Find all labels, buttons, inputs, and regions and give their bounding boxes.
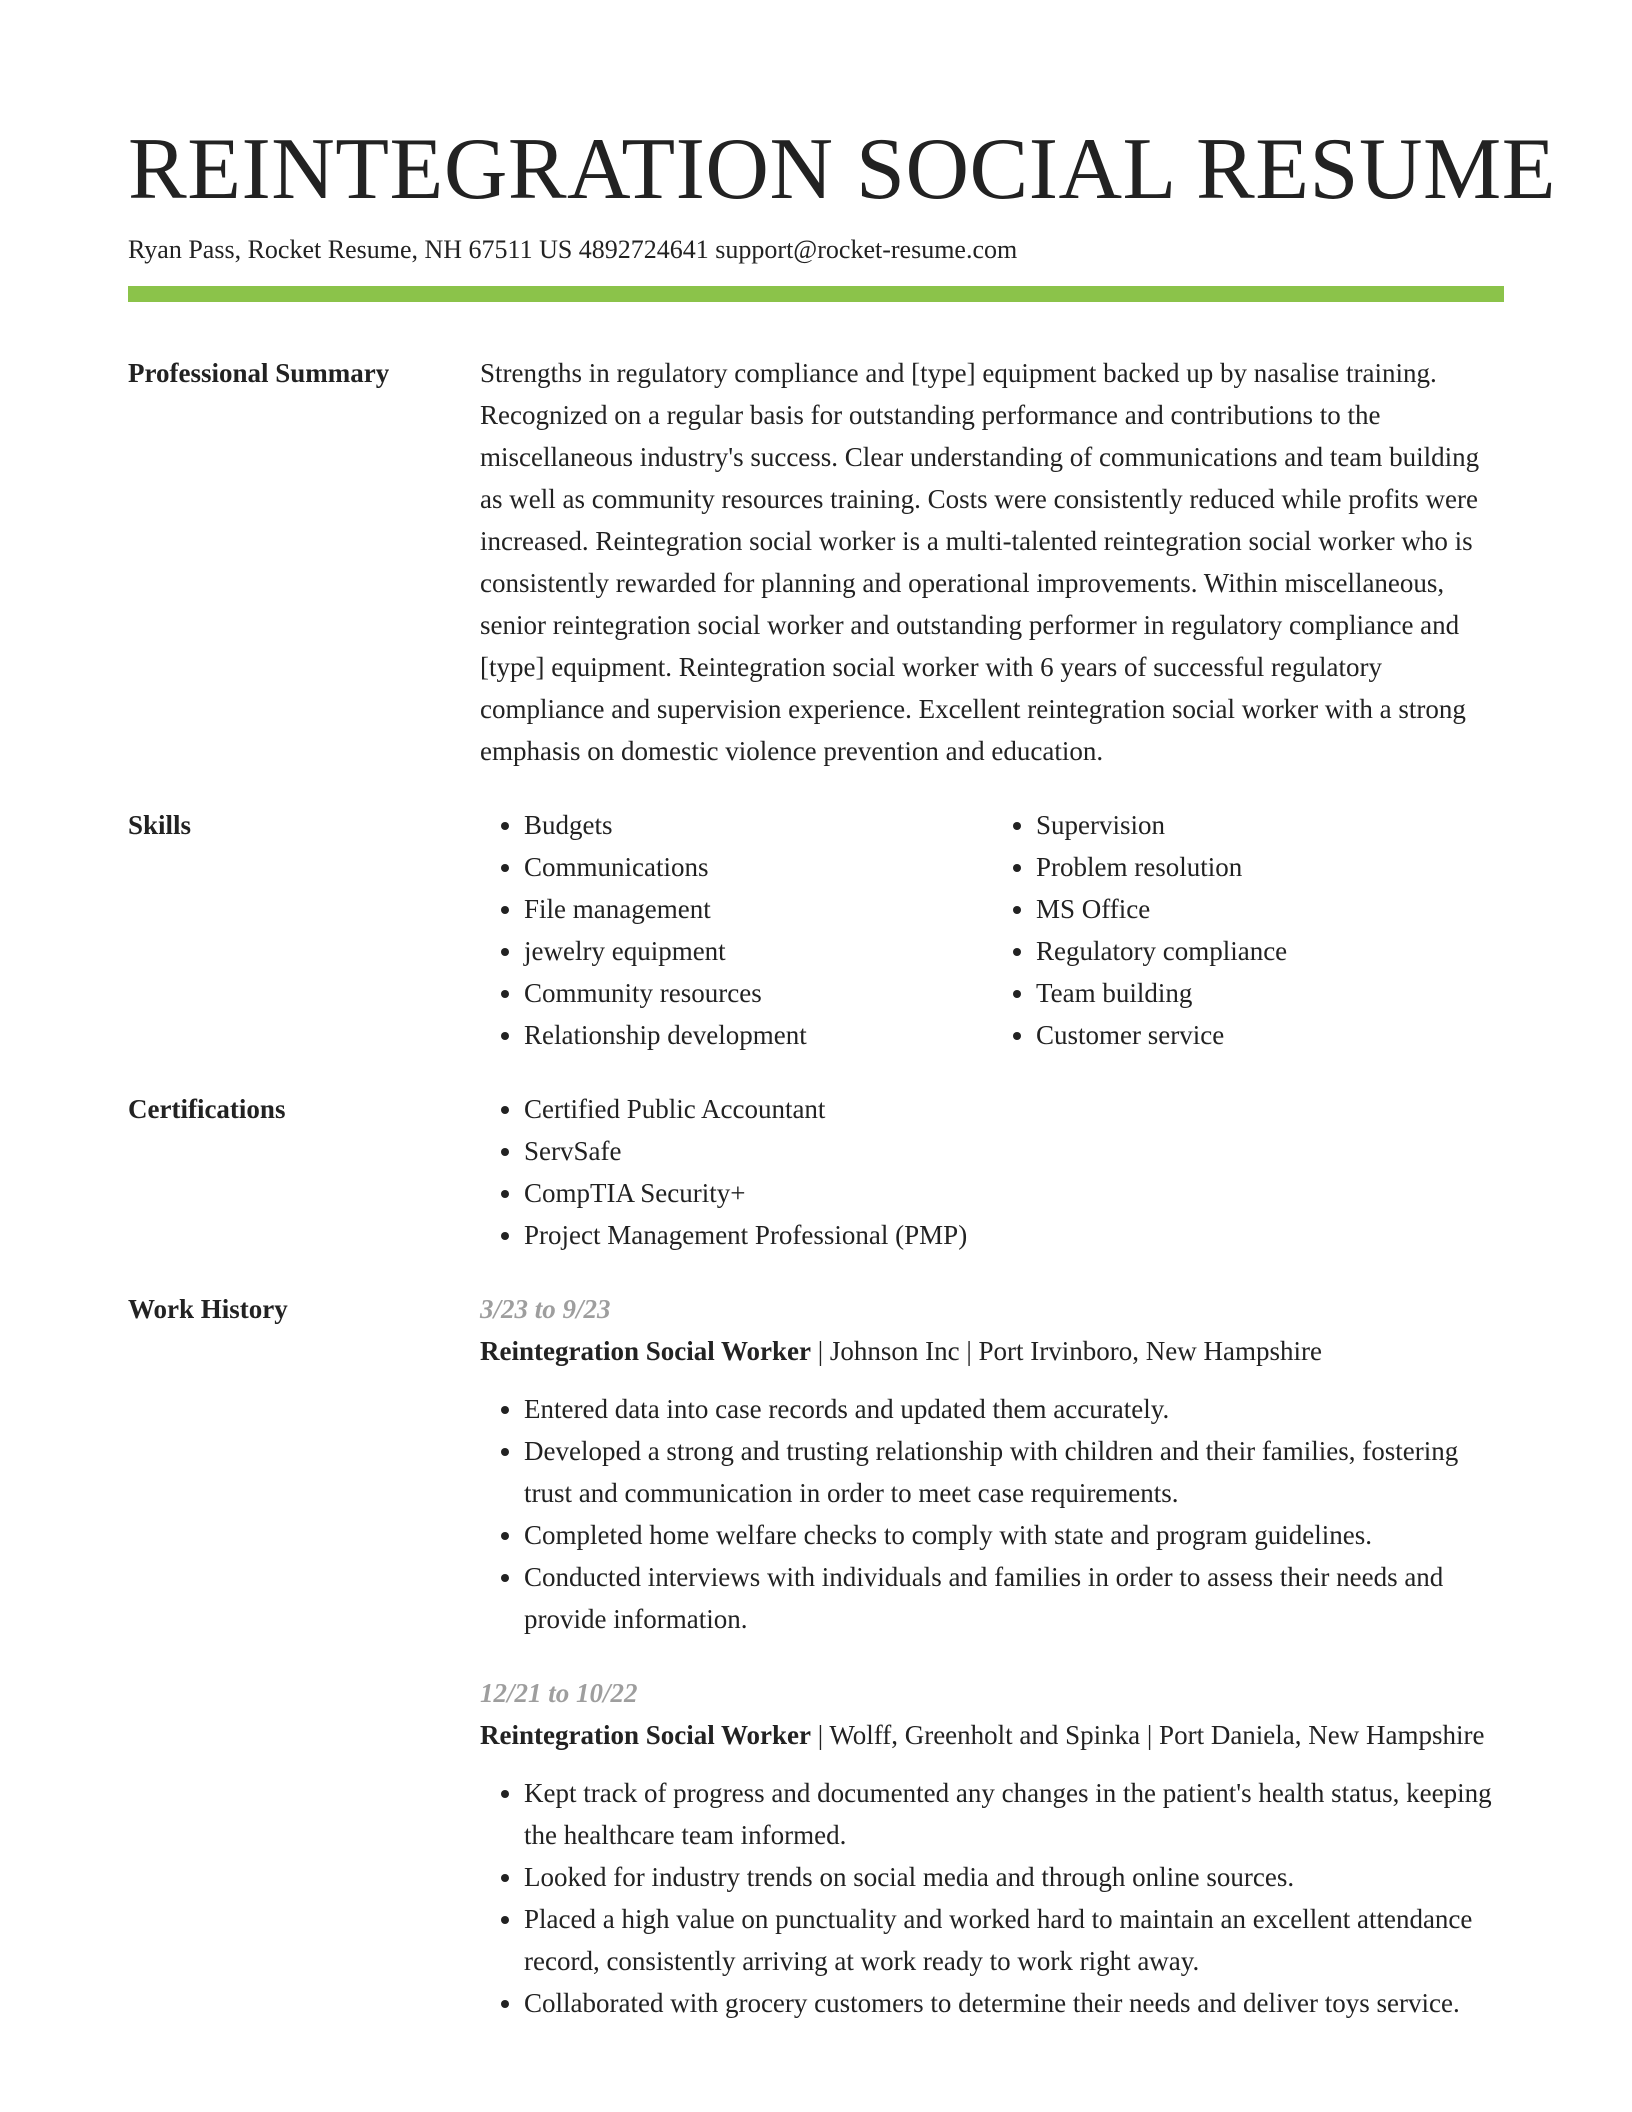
- list-item: • Developed a strong and trusting relationship with children and their families, fostering trust and communication in order to meet case requirements.: [524, 1430, 1504, 1514]
- summary-section: [128, 352, 1504, 772]
- list-item: • Certified Public Accountant: [524, 1088, 1504, 1130]
- certifications-list: [480, 1088, 1504, 1256]
- list-item: • Community resources: [524, 972, 992, 1014]
- list-item: • File management: [524, 888, 992, 930]
- list-item: • Placed a high value on punctuality and worked hard to maintain an excellent attendance record, consistently arriving at work ready to work right away.: [524, 1898, 1504, 1982]
- job-title: Reintegration Social Worker: [480, 1720, 811, 1750]
- list-item: • Supervision: [1036, 804, 1504, 846]
- list-item: • Team building: [1036, 972, 1504, 1014]
- list-item: • Communications: [524, 846, 992, 888]
- list-item: • Collaborated with grocery customers to determine their needs and deliver toys service.: [524, 1982, 1504, 2024]
- skills-section: [128, 804, 1504, 1056]
- section-heading-work-history: Work History: [128, 1294, 288, 1324]
- list-item: • Budgets: [524, 804, 992, 846]
- job-details: | Johnson Inc | Port Irvinboro, New Hampshire: [810, 1336, 1322, 1366]
- summary-text: Strengths in regulatory compliance and [type] equipment backed up by nasalise training. Recognized on a regular basis for outstanding performance and contributions to the miscellaneous industry's success. Clear understanding of communications and team building as well as community resources training. Costs were consistently reduced while profits were increased. Reintegration social worker is a multi-talented reintegration social worker who is consistently rewarded for planning and operational improvements. Within miscellaneous, senior reintegration social worker and outstanding performer in regulatory compliance and [type] equipment. Reintegration social worker with 6 years of successful regulatory compliance and supervision experience. Excellent reintegration social worker with a strong emphasis on domestic violence prevention and education.: [480, 358, 1480, 766]
- list-item: • Regulatory compliance: [1036, 930, 1504, 972]
- list-item: • Customer service: [1036, 1014, 1504, 1056]
- skills-list-right: [992, 804, 1504, 1056]
- job-dates: 3/23 to 9/23: [480, 1294, 611, 1324]
- list-item: • jewelry equipment: [524, 930, 992, 972]
- job-title: Reintegration Social Worker: [480, 1336, 811, 1366]
- job-dates: 12/21 to 10/22: [480, 1678, 638, 1708]
- contact-line: Ryan Pass, Rocket Resume, NH 67511 US 4892724641 support@rocket-resume.com: [128, 235, 1018, 264]
- list-item: • Conducted interviews with individuals and families in order to assess their needs and provide information.: [524, 1556, 1504, 1640]
- list-item: • Problem resolution: [1036, 846, 1504, 888]
- list-item: • Project Management Professional (PMP): [524, 1214, 1504, 1256]
- list-item: • Kept track of progress and documented any changes in the patient's health status, keeping the healthcare team informed.: [524, 1772, 1504, 1856]
- list-item: • Completed home welfare checks to comply with state and program guidelines.: [524, 1514, 1504, 1556]
- section-heading-certifications: Certifications: [128, 1094, 286, 1124]
- job-bullets: [480, 1772, 1504, 2024]
- list-item: • Relationship development: [524, 1014, 992, 1056]
- list-item: • MS Office: [1036, 888, 1504, 930]
- job-heading: [480, 1330, 1504, 1372]
- job-entry: [480, 1672, 1504, 2024]
- list-item: • Looked for industry trends on social media and through online sources.: [524, 1856, 1504, 1898]
- job-details: | Wolff, Greenholt and Spinka | Port Daniela, New Hampshire: [810, 1720, 1485, 1750]
- skills-list-left: [480, 804, 992, 1056]
- section-heading-summary: Professional Summary: [128, 358, 390, 388]
- list-item: • Entered data into case records and updated them accurately.: [524, 1388, 1504, 1430]
- certifications-section: [128, 1088, 1504, 1256]
- job-bullets: [480, 1388, 1504, 1640]
- job-heading: [480, 1714, 1504, 1756]
- job-entry: [480, 1288, 1504, 1640]
- resume-title: REINTEGRATION SOCIAL RESUME: [128, 121, 1556, 218]
- list-item: • CompTIA Security+: [524, 1172, 1504, 1214]
- resume-page: [128, 116, 1556, 2024]
- section-heading-skills: Skills: [128, 810, 192, 840]
- accent-divider: [128, 286, 1504, 302]
- work-history-section: [128, 1288, 1504, 2024]
- list-item: • ServSafe: [524, 1130, 1504, 1172]
